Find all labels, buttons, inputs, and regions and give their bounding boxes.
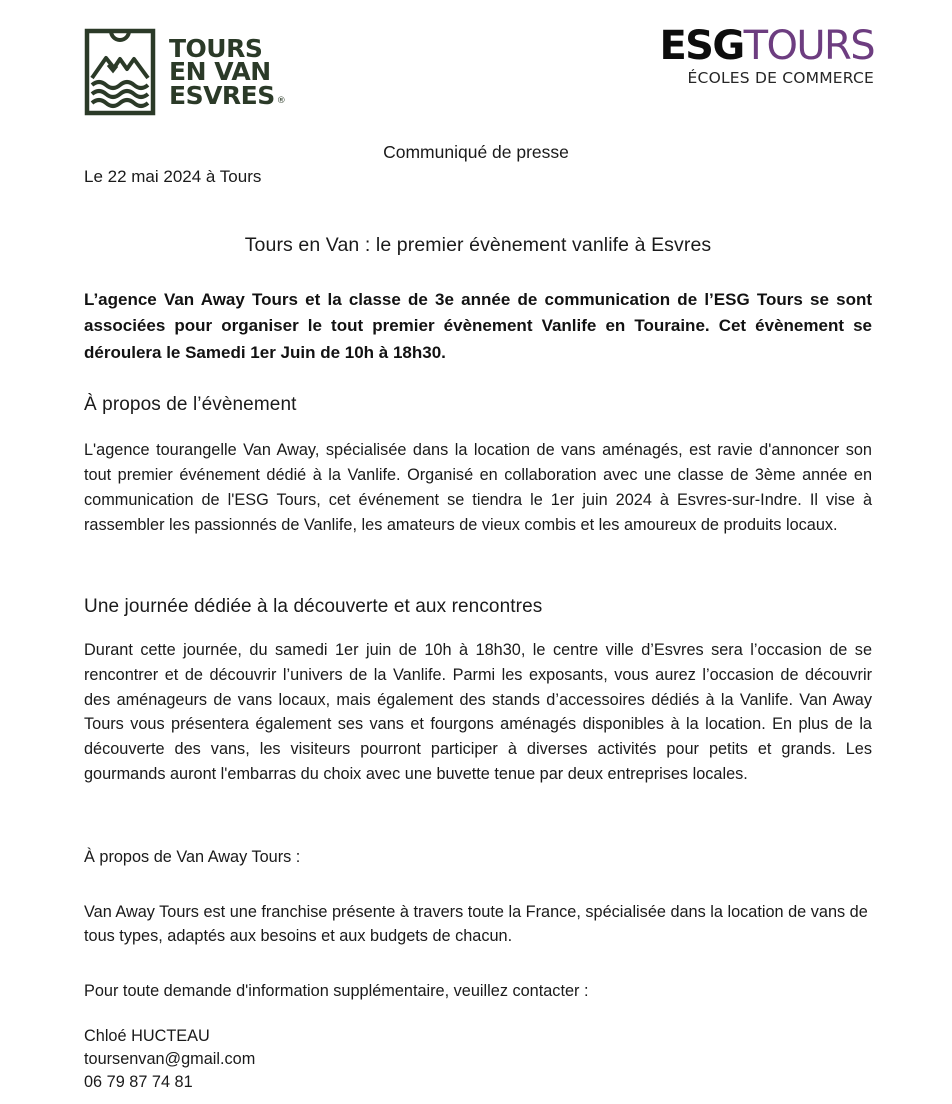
section-body-about-event: L'agence tourangelle Van Away, spécialisée dans la location de vans aménagés, est ravie d'annoncer son tout premier événement dédié à la Vanlife. Organisé en collaboration avec une classe de 3ème année en communication de l'ESG Tours, cet événement se tiendra le 1er juin 2024 à Esvres-sur-Indre. Il vise à rassembler les passionnés de Vanlife, les amateurs de vieux combis et les amoureux de produits locaux. [84, 441, 872, 534]
esg-tours-logo [659, 23, 874, 87]
logo-line-1: TOURS [169, 34, 263, 64]
logo-line-3: ESVRES [169, 80, 275, 110]
section-heading-about-event: À propos de l’évènement [84, 394, 297, 416]
esg-wordmark-purple: TOURS [743, 23, 874, 69]
spacer [84, 787, 872, 845]
contact-phone[interactable]: 06 79 87 74 81 [84, 1073, 193, 1092]
logo-line-3-row [169, 80, 286, 110]
document-kicker: Communiqué de presse [383, 142, 569, 162]
document-date: Le 22 mai 2024 à Tours [84, 167, 262, 186]
document-body [84, 234, 872, 1094]
tours-en-van-wordmark [169, 34, 286, 110]
section-heading-day-program: Une journée dédiée à la découverte et aux rencontres [84, 595, 543, 617]
page-title: Tours en Van : le premier évènement vanlife à Esvres [244, 234, 712, 256]
esg-subtitle: ÉCOLES DE COMMERCE [687, 69, 874, 87]
spacer [84, 1003, 872, 1025]
contact-intro: Pour toute demande d'information supplémentaire, veuillez contacter : [84, 981, 589, 1000]
about-company-body: Van Away Tours est une franchise présente à travers toute la France, spécialisée dans la location de vans de tous types, adaptés aux besoins et aux budgets de chacun. [84, 902, 868, 946]
spacer [84, 949, 872, 979]
esg-wordmark [659, 23, 874, 69]
logo-line-2: EN VAN [169, 57, 271, 87]
about-company-heading: À propos de Van Away Tours : [84, 848, 301, 867]
mountain-waves-icon [84, 28, 156, 116]
contact-block [84, 1025, 872, 1094]
contact-email[interactable]: toursenvan@gmail.com [84, 1050, 256, 1069]
contact-name: Chloé HUCTEAU [84, 1027, 210, 1045]
section-body-day-program: Durant cette journée, du samedi 1er juin de 10h à 18h30, le centre ville d’Esvres sera l’occasion de se rencontrer et de découvrir l’univers de la Vanlife. Parmi les exposants, vous aurez l’occasion de découvrir des aménageurs de vans locaux, mais également des stands d’accessoires dédiés à la Vanlife. Van Away Tours vous présentera également ses vans et fourgons aménagés disponibles à la location. En plus de la découverte des vans, les visiteurs pourront participer à diverses activités pour petits et grands. Les gourmands auront l'embarras du choix avec une buvette tenue par deux entreprises locales. [84, 640, 872, 784]
logo-header [0, 0, 952, 130]
tours-en-van-logo [84, 28, 285, 116]
spacer [84, 870, 872, 900]
spacer [84, 538, 872, 596]
esg-wordmark-black: ESG [659, 23, 744, 69]
lede-paragraph: L’agence Van Away Tours et la classe de 3e année de communication de l’ESG Tours se sont associées pour organiser le tout premier évènement Vanlife en Touraine. Cet évènement se déroulera le Samedi 1er Juin de 10h à 18h30. [84, 290, 872, 362]
registered-trademark-icon: ® [276, 95, 286, 106]
